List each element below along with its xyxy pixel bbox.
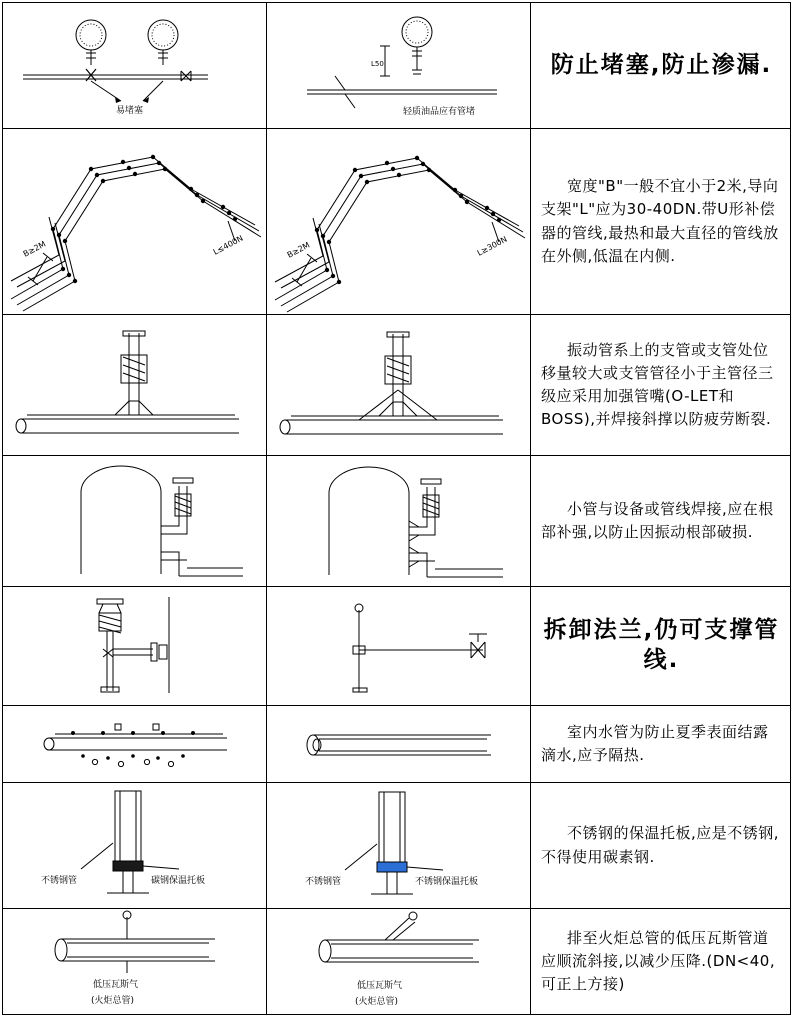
row5-left-drawing-cell — [3, 587, 267, 706]
drawing-flare-header-angled-tie-in — [267, 910, 530, 1013]
note-text-row8: 排至火炬总管的低压瓦斯管道应顺流斜接,以减少压降.(DN<40,可正上方接) — [541, 928, 776, 994]
table-row — [3, 129, 791, 315]
label-ss-pipe-left: 不锈钢管 — [41, 876, 78, 886]
table-row — [3, 783, 791, 909]
drawing-support-with-flange — [3, 587, 266, 705]
row4-left-drawing-cell — [3, 456, 267, 587]
note-text-row2: 宽度"B"一般不宜小于2米,导向支架"L"应为30-40DN.带U形补偿器的管线,最热和最大直径的管线放在外侧,低温在内侧. — [541, 177, 779, 265]
row2-note-cell — [531, 129, 791, 315]
drawing-bare-water-pipe-condensation — [3, 706, 266, 782]
drawing-vessel-small-pipe-plain — [3, 456, 266, 586]
drawing-support-flange-removed — [267, 588, 530, 704]
row1-note-cell — [531, 3, 791, 129]
note-text-row5: 拆卸法兰,仍可支撑管线. — [543, 617, 780, 673]
label-lp-gas-left: 低压瓦斯气 — [93, 980, 139, 990]
label-light-oil: 轻质油品应有管堵 — [403, 107, 476, 117]
row1-right-drawing-cell — [267, 3, 531, 129]
row4-right-drawing-cell — [267, 456, 531, 587]
row5-right-drawing-cell — [267, 587, 531, 706]
table-row — [3, 456, 791, 587]
label-ss-shoe: 不锈钢保温托板 — [415, 877, 479, 887]
drawing-vessel-small-pipe-reinforced — [267, 457, 530, 585]
label-carbon-shoe: 碳钢保温托板 — [151, 876, 206, 886]
row1-left-drawing-cell — [3, 3, 267, 129]
label-b-dim-left: B≥2M — [21, 239, 48, 259]
row6-note-cell — [531, 706, 791, 783]
row2-left-drawing-cell — [3, 129, 267, 315]
row6-right-drawing-cell — [267, 706, 531, 783]
label-flare-header-right: (火炬总管) — [355, 997, 399, 1007]
table-row — [3, 3, 791, 129]
label-l-dim-left: L≤400N — [211, 233, 245, 257]
row2-right-drawing-cell — [267, 129, 531, 315]
label-l-dim-right: L≥300N — [475, 234, 509, 258]
drawing-plugged-branch-wrong — [3, 3, 266, 128]
note-text-row7: 不锈钢的保温托板,应是不锈钢,不得使用碳素钢. — [541, 824, 780, 866]
detail-table — [2, 2, 791, 1015]
drawing-branch-nozzle-plain — [3, 315, 266, 455]
label-l50: L50 — [371, 60, 384, 68]
note-text-row4: 小管与设备或管线焊接,应在根部补强,以防止因振动根部破损. — [541, 499, 774, 541]
row6-left-drawing-cell — [3, 706, 267, 783]
row5-note-cell — [531, 587, 791, 706]
label-flare-header-left: (火炬总管) — [91, 996, 135, 1006]
row8-right-drawing-cell — [267, 909, 531, 1015]
label-lp-gas-right: 低压瓦斯气 — [357, 981, 403, 991]
drawing-ss-pipe-ss-shoe — [267, 784, 530, 907]
row7-left-drawing-cell — [3, 783, 267, 909]
note-text-row3: 振动管系上的支管或支管处位移量较大或支管管径小于主管径三级应采用加强管嘴(O-LET和BOSS),并焊接斜撑以防疲劳断裂. — [541, 340, 774, 429]
row3-left-drawing-cell — [3, 315, 267, 456]
label-plug-prone: 易堵塞 — [116, 106, 144, 116]
table-row — [3, 909, 791, 1015]
row4-note-cell — [531, 456, 791, 587]
note-text-row1: 防止堵塞,防止渗漏. — [550, 51, 773, 78]
drawing-light-oil-plug — [267, 4, 530, 127]
drawing-u-loop-right — [267, 130, 530, 313]
drawing-branch-nozzle-braced — [267, 316, 530, 454]
drawing-ss-pipe-carbon-shoe — [3, 783, 266, 908]
label-ss-pipe-right: 不锈钢管 — [305, 877, 342, 887]
label-b-dim-right: B≥2M — [285, 240, 312, 260]
note-text-row6: 室内水管为防止夏季表面结露滴水,应予隔热. — [541, 722, 769, 764]
drawing-flare-header-vertical-tie-in — [3, 909, 266, 1014]
table-row — [3, 315, 791, 456]
table-row — [3, 706, 791, 783]
piping-detail-sheet — [0, 2, 793, 1018]
row3-note-cell — [531, 315, 791, 456]
row8-left-drawing-cell — [3, 909, 267, 1015]
row8-note-cell — [531, 909, 791, 1015]
row7-right-drawing-cell — [267, 783, 531, 909]
drawing-u-loop-left — [3, 129, 266, 314]
row3-right-drawing-cell — [267, 315, 531, 456]
table-row — [3, 587, 791, 706]
row7-note-cell — [531, 783, 791, 909]
drawing-insulated-water-pipe — [267, 707, 530, 781]
